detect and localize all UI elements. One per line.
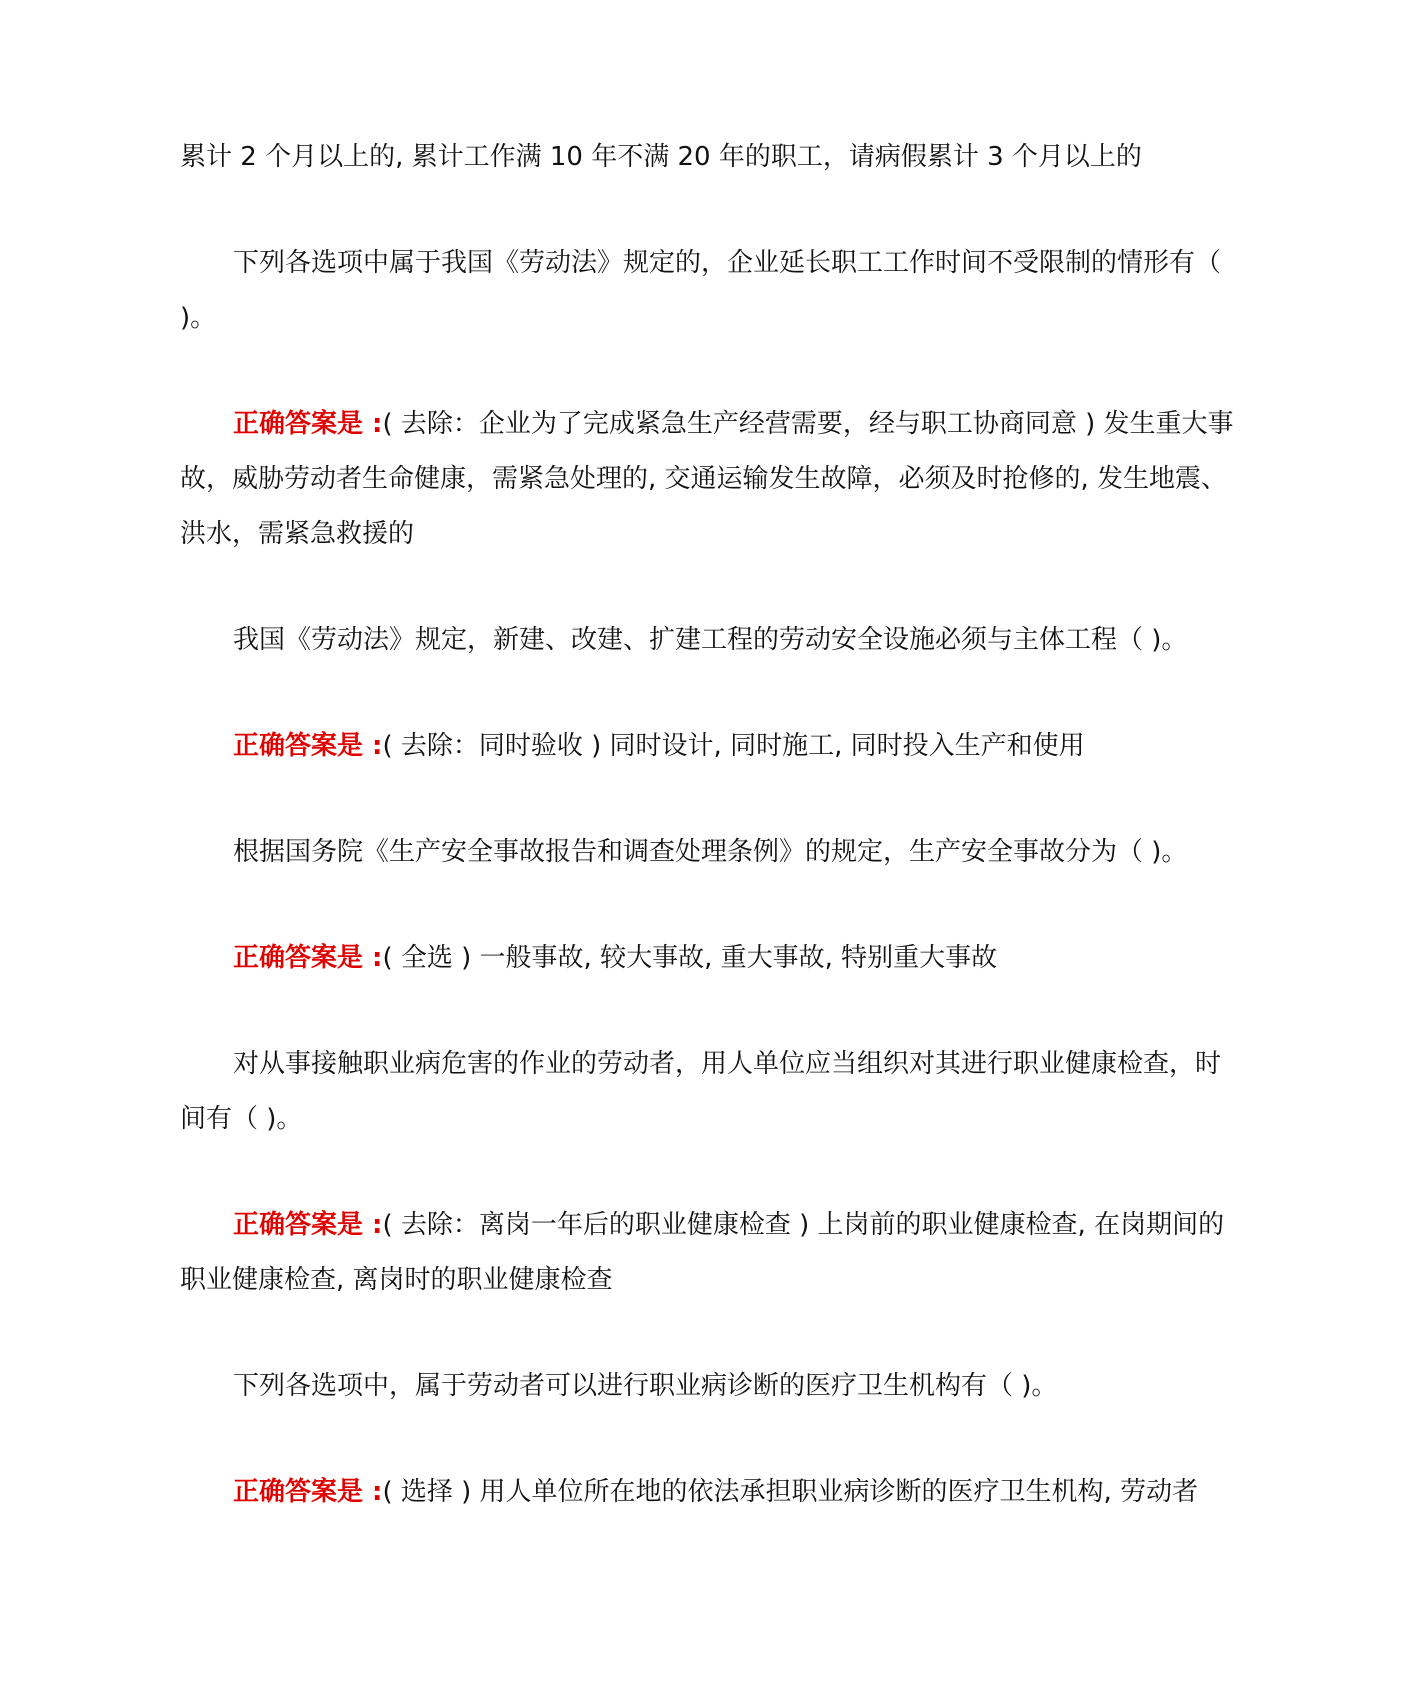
answer-text: ( 去除：离岗一年后的职业健康检查 ) 上岗前的职业健康检查, 在岗期间的职业健康检查, 离岗时的职业健康检查 <box>180 1210 1225 1295</box>
answer-text: ( 选择 ) 用人单位所在地的依法承担职业病诊断的医疗卫生机构, 劳动者 <box>382 1477 1199 1507</box>
answer-label: 正确答案是 : <box>233 409 383 439</box>
question-text: 根据国务院《生产安全事故报告和调查处理条例》的规定，生产安全事故分为（ )。 <box>233 837 1188 867</box>
answer-continuation-text: 累计 2 个月以上的, 累计工作满 10 年不满 20 年的职工，请病假累计 3 个月以上的 <box>180 142 1142 172</box>
answer-text: ( 去除：同时验收 ) 同时设计, 同时施工, 同时投入生产和使用 <box>382 731 1085 761</box>
answer-paragraph <box>180 1198 1240 1308</box>
question-text: 对从事接触职业病危害的作业的劳动者，用人单位应当组织对其进行职业健康检查，时间有（ )。 <box>180 1049 1222 1134</box>
answer-label: 正确答案是 : <box>233 1477 383 1507</box>
answer-paragraph <box>180 1465 1240 1520</box>
answer-paragraph <box>180 397 1240 562</box>
question-text: 下列各选项中，属于劳动者可以进行职业病诊断的医疗卫生机构有（ )。 <box>233 1371 1058 1401</box>
answer-paragraph <box>180 719 1240 774</box>
question-text: 我国《劳动法》规定，新建、改建、扩建工程的劳动安全设施必须与主体工程（ )。 <box>233 625 1188 655</box>
answer-text: ( 全选 ) 一般事故, 较大事故, 重大事故, 特别重大事故 <box>382 943 998 973</box>
answer-label: 正确答案是 : <box>233 731 383 761</box>
answer-label: 正确答案是 : <box>233 943 383 973</box>
question-text: 下列各选项中属于我国《劳动法》规定的，企业延长职工工作时间不受限制的情形有（ )。 <box>180 248 1222 333</box>
document-body <box>180 130 1240 1571</box>
answer-label: 正确答案是 : <box>233 1210 383 1240</box>
answer-paragraph <box>180 931 1240 986</box>
answer-text: ( 去除：企业为了完成紧急生产经营需要，经与职工协商同意 ) 发生重大事故，威胁劳动者生命健康，需紧急处理的, 交通运输发生故障，必须及时抢修的, 发生地震、洪水，需紧急救援的 <box>180 409 1234 549</box>
